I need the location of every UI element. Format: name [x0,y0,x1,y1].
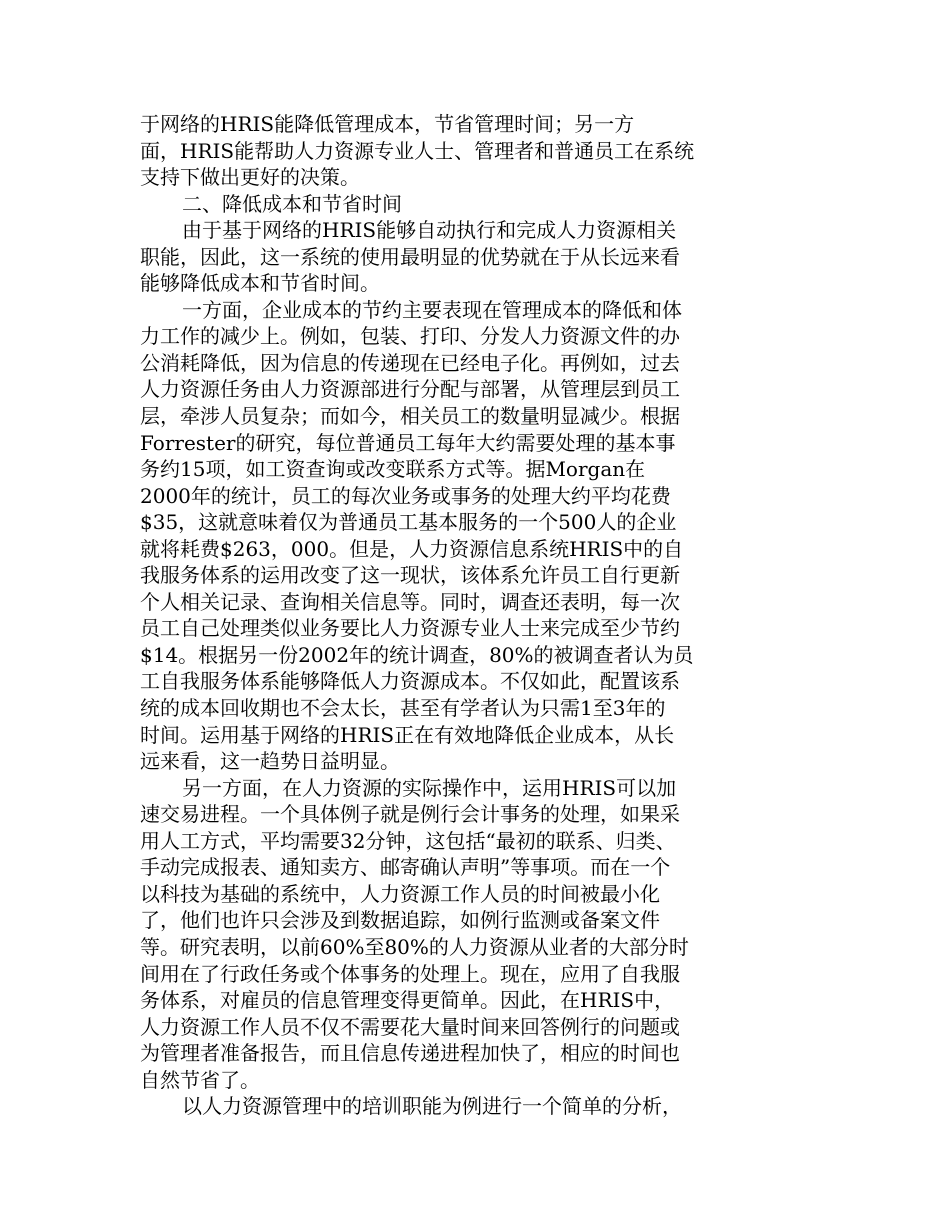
text-line: 力工作的减少上。例如，包装、打印、分发人力资源文件的办 [140,324,680,349]
text-line: $35，这就意味着仅为普通员工基本服务的一个500人的企业 [140,510,677,535]
text-line: 远来看，这一趋势日益明显。 [140,749,400,774]
paragraph-first-line: 二、降低成本和节省时间 [182,191,402,216]
text-line: 公消耗降低，因为信息的传递现在已经电子化。再例如，过去 [140,350,680,375]
paragraph-first-line: 一方面，企业成本的节约主要表现在管理成本的降低和体 [182,297,682,322]
paragraph-first-line: 以人力资源管理中的培训职能为例进行一个简单的分析， [182,1094,682,1119]
text-line: 个人相关记录、查询相关信息等。同时，调查还表明，每一次 [140,589,680,614]
body-text [140,111,750,1120]
paragraph-first-line: 另一方面，在人力资源的实际操作中，运用HRIS可以加 [182,775,677,800]
text-line: 了，他们也许只会涉及到数据追踪，如例行监测或备案文件 [140,908,660,933]
text-line: 以科技为基础的系统中，人力资源工作人员的时间被最小化 [140,881,660,906]
text-line: 职能，因此，这一系统的使用最明显的优势就在于从长远来看 [140,244,680,269]
text-line: 工自我服务体系能够降低人力资源成本。不仅如此，配置该系 [140,669,680,694]
text-line: 于网络的HRIS能降低管理成本，节省管理时间；另一方 [140,112,635,136]
text-line: 自然节省了。 [140,1067,260,1092]
text-line: 面，HRIS能帮助人力资源专业人士、管理者和普通员工在系统 [140,138,695,163]
text-line: Forrester的研究，每位普通员工每年大约需要处理的基本事 [140,430,676,455]
text-line: 员工自己处理类似业务要比人力资源专业人士来完成至少节约 [140,616,680,641]
text-line: 我服务体系的运用改变了这一现状，该体系允许员工自行更新 [140,563,680,588]
text-line: 务体系，对雇员的信息管理变得更简单。因此，在HRIS中， [140,988,675,1013]
text-line: 就将耗费$263，000。但是，人力资源信息系统HRIS中的自 [140,536,684,561]
text-line: 用人工方式，平均需要32分钟，这包括“最初的联系、归类、 [140,828,676,853]
text-line: 时间。运用基于网络的HRIS正在有效地降低企业成本，从长 [140,722,675,747]
text-line: 手动完成报表、通知卖方、邮寄确认声明”等事项。而在一个 [140,855,671,880]
paragraph-first-line: 由于基于网络的HRIS能够自动执行和完成人力资源相关 [182,218,677,243]
text-line: 速交易进程。一个具体例子就是例行会计事务的处理，如果采 [140,802,680,827]
text-line: 人力资源任务由人力资源部进行分配与部署，从管理层到员工 [140,377,680,402]
text-line: 间用在了行政任务或个体事务的处理上。现在，应用了自我服 [140,961,680,986]
text-line: 统的成本回收期也不会太长，甚至有学者认为只需1至3年的 [140,696,666,721]
text-line: 人力资源工作人员不仅不需要花大量时间来回答例行的问题或 [140,1014,680,1039]
text-line: $14。根据另一份2002年的统计调查，80%的被调查者认为员 [140,642,694,667]
text-line: 为管理者准备报告，而且信息传递进程加快了，相应的时间也 [140,1041,680,1066]
text-line: 等。研究表明，以前60%至80%的人力资源从业者的大部分时 [140,934,689,959]
text-line: 支持下做出更好的决策。 [140,165,360,190]
text-line: 2000年的统计，员工的每次业务或事务的处理大约平均花费 [140,483,671,508]
text-line: 务约15项，如工资查询或改变联系方式等。据Morgan在 [140,457,646,482]
text-line: 层，牵涉人员复杂；而如今，相关员工的数量明显减少。根据 [140,404,680,429]
text-line: 能够降低成本和节省时间。 [140,271,380,296]
